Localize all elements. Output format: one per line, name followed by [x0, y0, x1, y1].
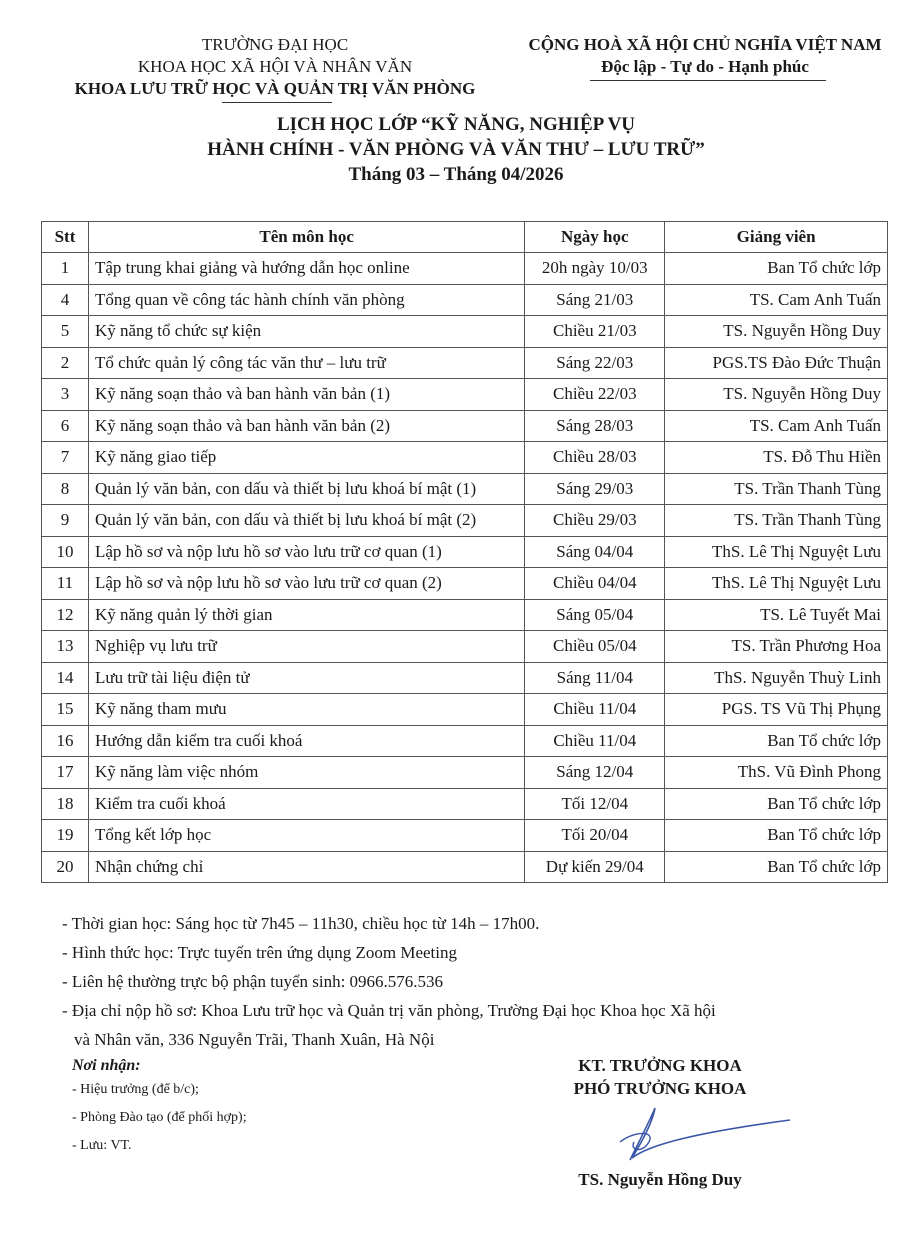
cell-stt: 13	[42, 631, 89, 663]
cell-subject: Nghiệp vụ lưu trữ	[88, 631, 524, 663]
cell-lecturer: ThS. Lê Thị Nguyệt Lưu	[665, 536, 888, 568]
note-time: - Thời gian học: Sáng học từ 7h45 – 11h30, chiều học từ 14h – 17h00.	[62, 914, 540, 933]
cell-subject: Kỹ năng giao tiếp	[88, 442, 524, 474]
note-format: - Hình thức học: Trực tuyến trên ứng dụng Zoom Meeting	[62, 943, 457, 962]
cell-lecturer: ThS. Lê Thị Nguyệt Lưu	[665, 568, 888, 600]
cell-subject: Lập hồ sơ và nộp lưu hồ sơ vào lưu trữ cơ quan (2)	[88, 568, 524, 600]
document-title	[0, 112, 912, 187]
cell-lecturer: TS. Nguyễn Hồng Duy	[665, 316, 888, 348]
note-address: - Địa chỉ nộp hồ sơ: Khoa Lưu trữ học và Quản trị văn phòng, Trường Đại học Khoa học Xã hội	[62, 1001, 716, 1020]
table-row	[42, 536, 888, 568]
header-date: Ngày học	[525, 222, 665, 253]
cell-lecturer: TS. Đỗ Thu Hiền	[665, 442, 888, 474]
title-line-2: HÀNH CHÍNH - VĂN PHÒNG VÀ VĂN THƯ – LƯU TRỮ”	[207, 139, 705, 160]
cell-lecturer: TS. Cam Anh Tuấn	[665, 410, 888, 442]
cell-stt: 12	[42, 599, 89, 631]
header-subject: Tên môn học	[88, 222, 524, 253]
cell-subject: Tổng quan về công tác hành chính văn phòng	[88, 284, 524, 316]
national-header	[520, 34, 890, 78]
cell-lecturer: TS. Lê Tuyết Mai	[665, 599, 888, 631]
header-lecturer: Giảng viên	[665, 222, 888, 253]
cell-date: Sáng 21/03	[525, 284, 665, 316]
cell-stt: 6	[42, 410, 89, 442]
cell-date: Tối 20/04	[525, 820, 665, 852]
cell-lecturer: TS. Nguyễn Hồng Duy	[665, 379, 888, 411]
cell-date: Chiều 04/04	[525, 568, 665, 600]
recipient-item: - Lưu: VT.	[72, 1138, 132, 1153]
header-stt: Stt	[42, 222, 89, 253]
cell-stt: 17	[42, 757, 89, 789]
table-row	[42, 694, 888, 726]
university-name-line: KHOA HỌC XÃ HỘI VÀ NHÂN VĂN	[137, 57, 413, 76]
table-row	[42, 662, 888, 694]
table-row	[42, 505, 888, 537]
table-row	[42, 473, 888, 505]
cell-date: Chiều 21/03	[525, 316, 665, 348]
cell-stt: 2	[42, 347, 89, 379]
note-address-cont: và Nhân văn, 336 Nguyễn Trãi, Thanh Xuân, Hà Nội	[74, 1030, 435, 1049]
cell-stt: 19	[42, 820, 89, 852]
faculty-line: KHOA LƯU TRỮ HỌC VÀ QUẢN TRỊ VĂN PHÒNG	[74, 79, 476, 98]
cell-lecturer: Ban Tổ chức lớp	[665, 725, 888, 757]
cell-stt: 16	[42, 725, 89, 757]
cell-date: Chiều 11/04	[525, 725, 665, 757]
cell-lecturer: TS. Cam Anh Tuấn	[665, 284, 888, 316]
cell-stt: 9	[42, 505, 89, 537]
motto-underline	[590, 80, 826, 81]
cell-subject: Tổ chức quản lý công tác văn thư – lưu trữ	[88, 347, 524, 379]
cell-stt: 3	[42, 379, 89, 411]
table-row	[42, 631, 888, 663]
cell-stt: 7	[42, 442, 89, 474]
motto-line: Độc lập - Tự do - Hạnh phúc	[601, 57, 809, 76]
table-row	[42, 725, 888, 757]
cell-stt: 14	[42, 662, 89, 694]
table-row	[42, 316, 888, 348]
cell-subject: Kỹ năng tổ chức sự kiện	[88, 316, 524, 348]
signature-block	[540, 1054, 780, 1100]
recipient-item: - Phòng Đào tạo (để phối hợp);	[72, 1110, 247, 1125]
cell-subject: Hướng dẫn kiểm tra cuối khoá	[88, 725, 524, 757]
table-row	[42, 788, 888, 820]
table-row	[42, 410, 888, 442]
cell-stt: 15	[42, 694, 89, 726]
cell-date: Sáng 22/03	[525, 347, 665, 379]
sign-title-2: PHÓ TRƯỞNG KHOA	[573, 1079, 747, 1098]
recipients	[72, 1056, 432, 1160]
cell-date: Sáng 12/04	[525, 757, 665, 789]
cell-subject: Lập hồ sơ và nộp lưu hồ sơ vào lưu trữ cơ quan (1)	[88, 536, 524, 568]
cell-subject: Kỹ năng tham mưu	[88, 694, 524, 726]
table-row	[42, 347, 888, 379]
cell-date: 20h ngày 10/03	[525, 253, 665, 285]
cell-lecturer: TS. Trần Phương Hoa	[665, 631, 888, 663]
table-row	[42, 851, 888, 883]
cell-date: Chiều 22/03	[525, 379, 665, 411]
recipients-title: Nơi nhận:	[72, 1057, 141, 1074]
cell-lecturer: ThS. Vũ Đình Phong	[665, 757, 888, 789]
university-line: TRƯỜNG ĐẠI HỌC	[201, 35, 349, 54]
table-row	[42, 253, 888, 285]
cell-date: Dự kiến 29/04	[525, 851, 665, 883]
cell-lecturer: TS. Trần Thanh Tùng	[665, 473, 888, 505]
cell-stt: 11	[42, 568, 89, 600]
cell-stt: 8	[42, 473, 89, 505]
cell-stt: 4	[42, 284, 89, 316]
table-header-row	[42, 222, 888, 253]
cell-subject: Tổng kết lớp học	[88, 820, 524, 852]
schedule-table	[41, 221, 888, 883]
cell-subject: Kỹ năng soạn thảo và ban hành văn bản (2)	[88, 410, 524, 442]
cell-date: Sáng 04/04	[525, 536, 665, 568]
cell-stt: 10	[42, 536, 89, 568]
recipient-item: - Hiệu trưởng (để b/c);	[72, 1082, 199, 1097]
title-line-1: LỊCH HỌC LỚP “KỸ NĂNG, NGHIỆP VỤ	[276, 114, 636, 135]
cell-date: Chiều 11/04	[525, 694, 665, 726]
issuer-underline	[222, 102, 332, 103]
cell-stt: 5	[42, 316, 89, 348]
issuer-header	[40, 34, 510, 100]
cell-date: Chiều 29/03	[525, 505, 665, 537]
cell-lecturer: Ban Tổ chức lớp	[665, 820, 888, 852]
cell-lecturer: PGS.TS Đào Đức Thuận	[665, 347, 888, 379]
cell-lecturer: TS. Trần Thanh Tùng	[665, 505, 888, 537]
cell-lecturer: ThS. Nguyễn Thuỳ Linh	[665, 662, 888, 694]
cell-date: Tối 12/04	[525, 788, 665, 820]
cell-date: Sáng 05/04	[525, 599, 665, 631]
title-line-3: Tháng 03 – Tháng 04/2026	[348, 164, 564, 185]
table-row	[42, 757, 888, 789]
country-line: CỘNG HOÀ XÃ HỘI CHỦ NGHĨA VIỆT NAM	[528, 35, 882, 54]
cell-stt: 1	[42, 253, 89, 285]
cell-subject: Nhận chứng chỉ	[88, 851, 524, 883]
cell-date: Chiều 28/03	[525, 442, 665, 474]
cell-subject: Quản lý văn bản, con dấu và thiết bị lưu khoá bí mật (1)	[88, 473, 524, 505]
cell-subject: Kỹ năng làm việc nhóm	[88, 757, 524, 789]
cell-lecturer: Ban Tổ chức lớp	[665, 851, 888, 883]
sign-title-1: KT. TRƯỞNG KHOA	[578, 1056, 742, 1075]
cell-subject: Kỹ năng quản lý thời gian	[88, 599, 524, 631]
cell-stt: 20	[42, 851, 89, 883]
table-row	[42, 820, 888, 852]
cell-subject: Kỹ năng soạn thảo và ban hành văn bản (1)	[88, 379, 524, 411]
table-row	[42, 599, 888, 631]
table-row	[42, 568, 888, 600]
cell-stt: 18	[42, 788, 89, 820]
cell-date: Chiều 05/04	[525, 631, 665, 663]
cell-date: Sáng 28/03	[525, 410, 665, 442]
notes-section	[62, 909, 892, 1054]
cell-lecturer: PGS. TS Vũ Thị Phụng	[665, 694, 888, 726]
signer-name: TS. Nguyễn Hồng Duy	[578, 1170, 742, 1189]
cell-subject: Lưu trữ tài liệu điện tử	[88, 662, 524, 694]
cell-subject: Tập trung khai giảng và hướng dẫn học online	[88, 253, 524, 285]
cell-lecturer: Ban Tổ chức lớp	[665, 788, 888, 820]
table-row	[42, 442, 888, 474]
cell-subject: Quản lý văn bản, con dấu và thiết bị lưu khoá bí mật (2)	[88, 505, 524, 537]
table-row	[42, 379, 888, 411]
cell-date: Sáng 11/04	[525, 662, 665, 694]
cell-subject: Kiểm tra cuối khoá	[88, 788, 524, 820]
table-row	[42, 284, 888, 316]
cell-date: Sáng 29/03	[525, 473, 665, 505]
handwritten-signature	[560, 1100, 800, 1170]
note-contact: - Liên hệ thường trực bộ phận tuyển sinh: 0966.576.536	[62, 972, 444, 991]
cell-lecturer: Ban Tổ chức lớp	[665, 253, 888, 285]
